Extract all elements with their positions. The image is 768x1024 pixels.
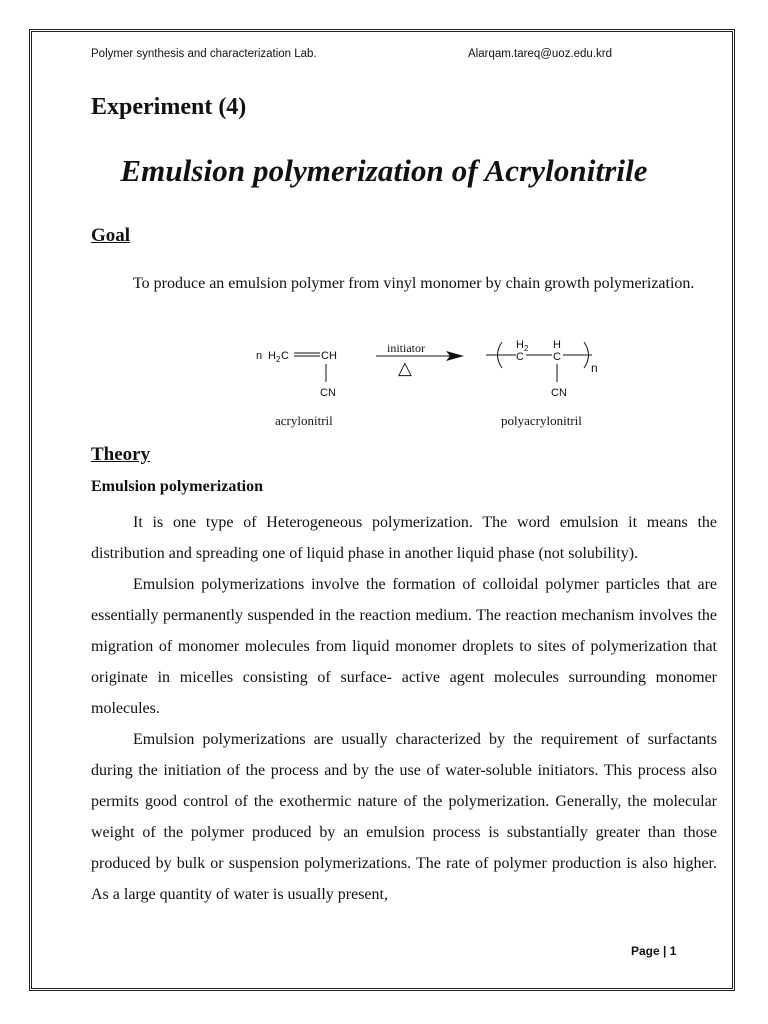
theory-heading: Theory [91,444,151,465]
header-lab-title: Polymer synthesis and characterization Lab. [91,48,317,60]
monomer-h2c-sub: 2 [276,355,281,364]
page-number: Page | 1 [631,944,677,958]
reaction-scheme [250,336,610,408]
header-email: Alarqam.tareq@uoz.edu.krd [468,48,612,60]
polymer-c1: C [516,351,524,363]
polymer-h2-sub: 2 [524,344,529,353]
goal-heading: Goal [91,225,131,246]
goal-text: To produce an emulsion polymer from vinyl monomer by chain growth polymerization. [133,275,695,292]
polymer-n: n [591,361,598,375]
heat-symbol: △ [398,358,412,378]
polymer-c2: C [553,351,561,363]
theory-paragraph-3: Emulsion polymerizations are usually characterized by the requirement of surfactants during the initiation of the process and by the use of water-soluble initiators. This process also permits good control of the exothermic nature of the polymerization. Generally, the molecular weight of the polymer produced by an emulsion process is substantially greater than those produced by bulk or suspension polymerizations. The rate of polymer production is also higher. As a large quantity of water is usually present, [91,731,717,903]
polymer-h2: H [516,339,524,351]
emulsion-subheading: Emulsion polymerization [91,478,264,495]
monomer-label: acrylonitril [275,413,333,428]
experiment-title: Experiment (4) [91,94,247,120]
polymer-label: polyacrylonitril [501,413,582,428]
monomer-n: n [256,350,263,362]
monomer-cn: CN [320,387,336,399]
monomer-ch: CH [321,350,337,362]
monomer-h2c-c: C [281,350,289,362]
monomer-h2c-h: H [268,350,276,362]
polymer-cn: CN [551,387,567,399]
polymer-h: H [553,339,561,351]
theory-paragraph-2: Emulsion polymerizations involve the formation of colloidal polymer particles that are essentially permanently suspended in the reaction medium. The reaction mechanism involves the migration of monomer molecules from liquid monomer droplets to sites of polymerization that originate in micelles consisting of surface- active agent molecules surrounding monomer molecules. [91,576,717,717]
arrow-label: initiator [387,341,425,355]
theory-paragraph-1: It is one type of Heterogeneous polymerization. The word emulsion it means the distribution and spreading one of liquid phase in another liquid phase (not solubility). [91,514,717,562]
main-title: Emulsion polymerization of Acrylonitrile [120,153,648,188]
